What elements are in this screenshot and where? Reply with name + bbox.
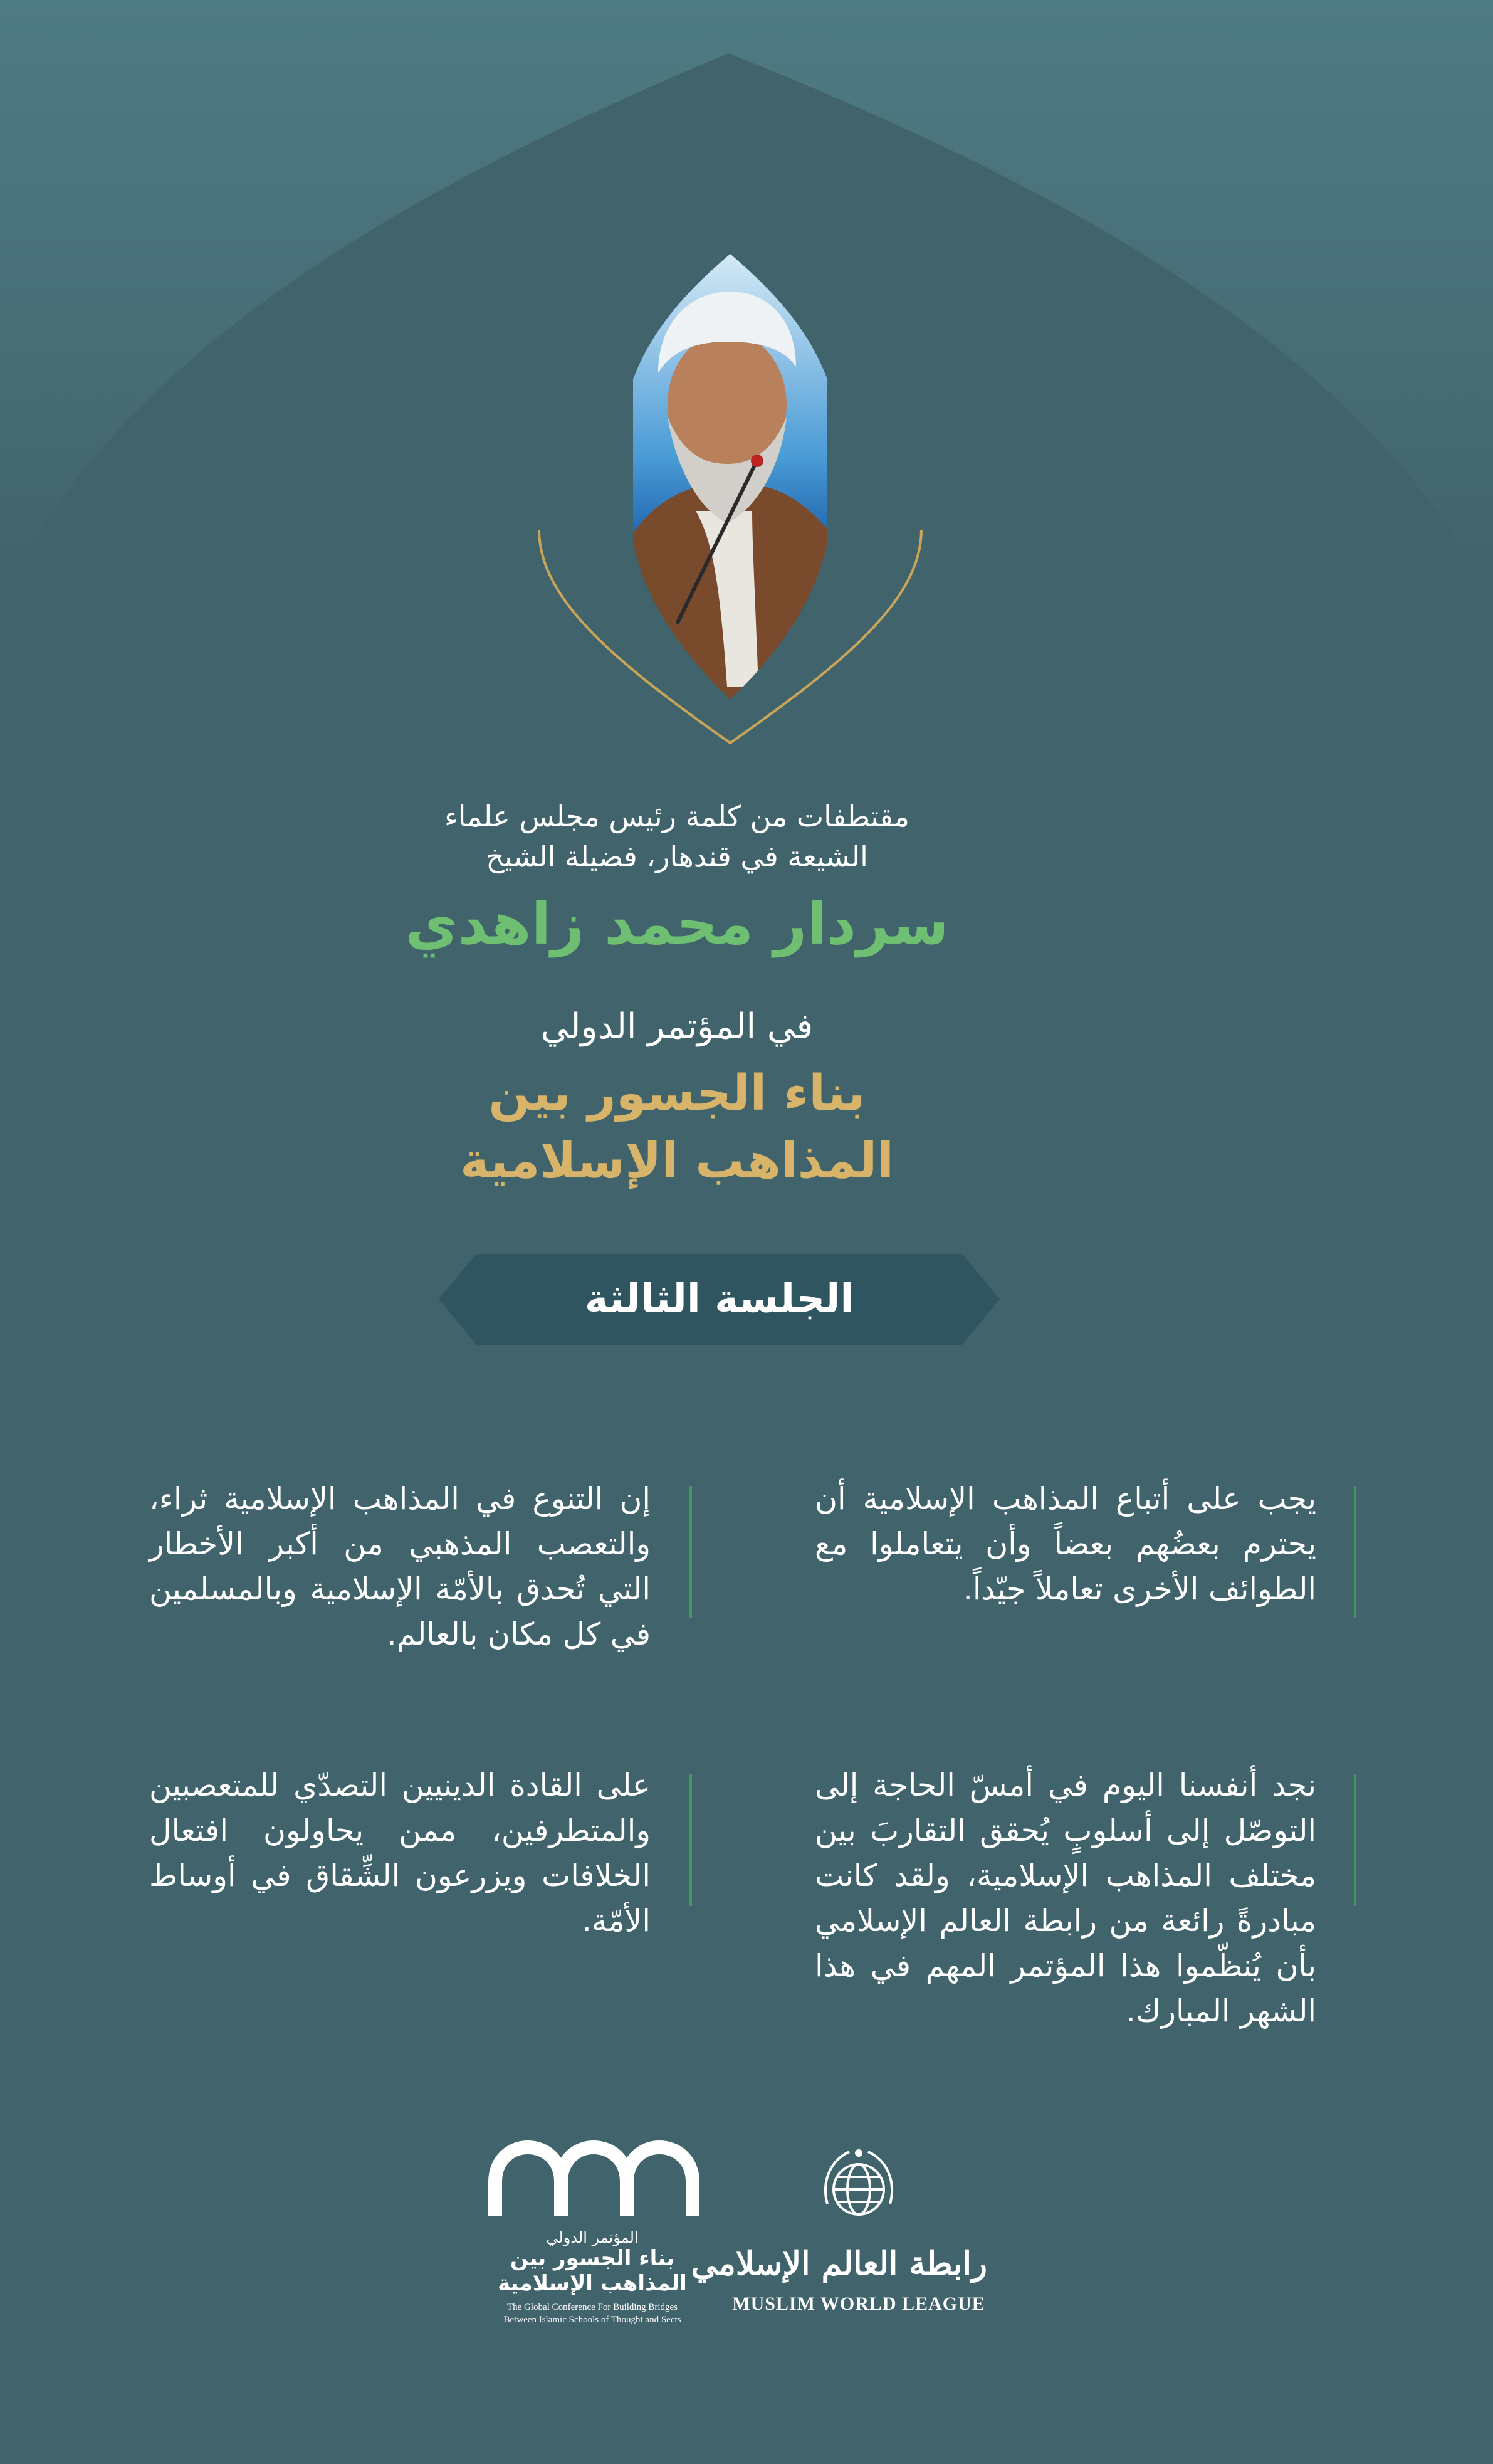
conference-logo-line-2: المذاهب الإسلامية [498, 2271, 687, 2296]
intro-text [351, 796, 1003, 877]
globe-emblem-icon [815, 2144, 903, 2232]
conference-logo-small: المؤتمر الدولي [546, 2229, 639, 2246]
quote-1: يجب على أتباع المذاهب الإسلامية أن يحترم بعضُهم بعضاً وأن يتعاملوا مع الطوائف الأخرى تعاملاً جيّداً. [815, 1481, 1316, 1607]
conference-logo-line-1: بناء الجسور بين [510, 2246, 675, 2271]
mwl-logo-en: MUSLIM WORLD LEAGUE [732, 2293, 985, 2314]
mwl-logo [691, 2144, 987, 2345]
speaker-name: سردار محمد زاهدي [405, 890, 949, 957]
conference-logo-en-2: Between Islamic Schools of Thought and Sects [503, 2315, 681, 2325]
conference-logo-en-1: The Global Conference For Building Bridges [506, 2302, 678, 2312]
speaker-portrait [533, 248, 965, 749]
quote-divider-1 [1354, 1486, 1356, 1618]
intro-line-2: الشيعة في قندهار، فضيلة الشيخ [486, 840, 868, 873]
quote-2: إن التنوع في المذاهب الإسلامية ثراء، والتعصب المذهبي من أكبر الأخطار التي تُحدق بالأمّة الإسلامية وبالمسلمين في كل مكان بالعالم. [149, 1481, 651, 1652]
intro-line-1: مقتطفات من كلمة رئيس مجلس علماء [444, 799, 909, 833]
conference-intro: في المؤتمر الدولي [540, 1006, 814, 1047]
session-label: الجلسة الثالثة [584, 1276, 854, 1322]
conference-name-line-2: المذاهب الإسلامية [459, 1133, 894, 1189]
conference-logo [476, 2138, 708, 2339]
quote-divider-4 [689, 1774, 692, 1906]
quote-divider-3 [1354, 1774, 1356, 1906]
conference-name-line-1: بناء الجسور بين [488, 1065, 866, 1122]
mwl-logo-ar: رابطة العالم الإسلامي [691, 2245, 987, 2283]
quote-3: نجد أنفسنا اليوم في أمسّ الحاجة إلى التوصّل إلى أسلوبٍ يُحقق التقاربَ بين مختلف المذاهب الإسلامية، ولقد كانت مبادرةً رائعة من رابطة العالم الإسلامي بأن يُنظّموا هذا المؤتمر المهم في هذا الشهر المبارك. [815, 1767, 1316, 2029]
conference-name [351, 1060, 1003, 1195]
quote-4: على القادة الدينيين التصدّي للمتعصبين والمتطرفين، ممن يحاولون افتعال الخلافات ويزرعون الشِّقاق في أوساط الأمّة. [149, 1767, 651, 1939]
quote-divider-2 [689, 1486, 692, 1618]
arches-icon [476, 2138, 708, 2219]
